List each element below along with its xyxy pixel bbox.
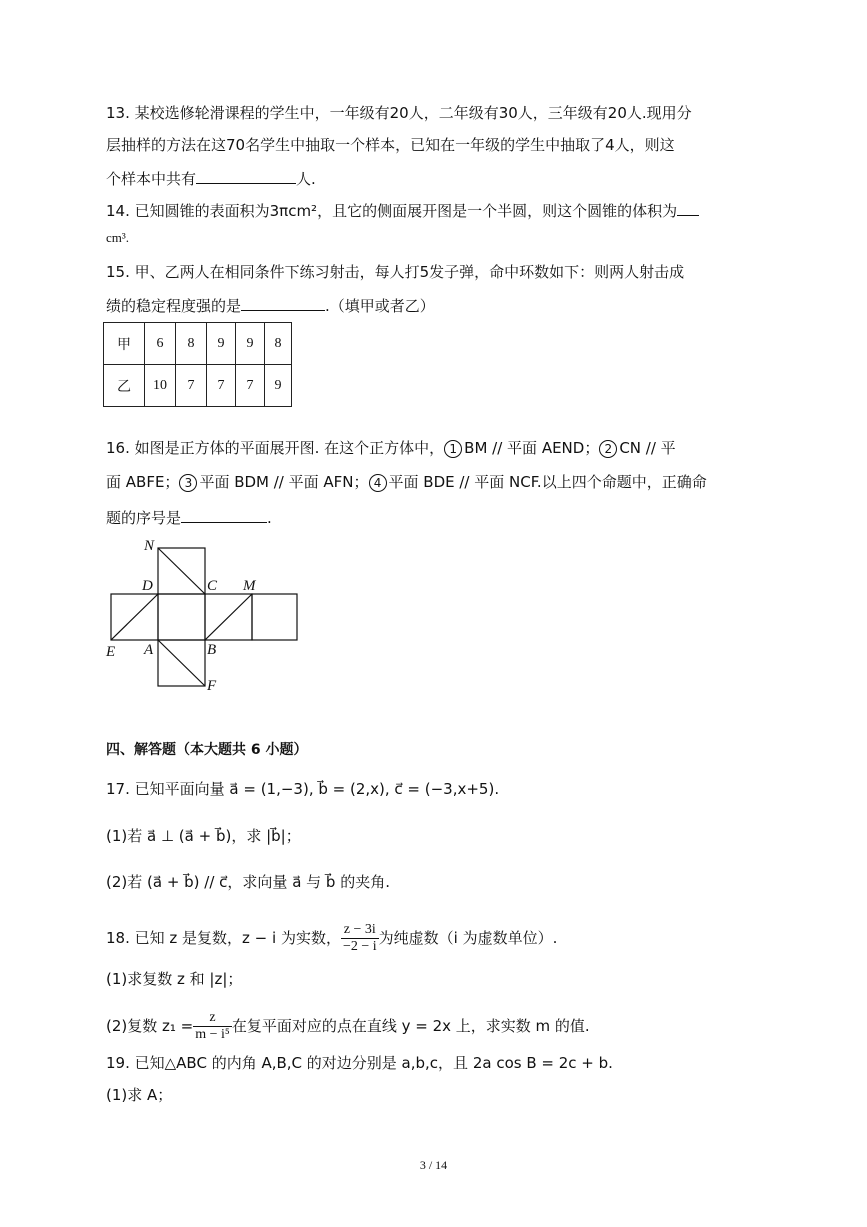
fraction-denominator: m − i⁵: [195, 1027, 230, 1042]
diag-BM: [205, 594, 252, 640]
q16-line1: [106, 438, 676, 458]
q16-line3-post: .: [267, 509, 272, 527]
score-cell: 8: [176, 323, 207, 365]
fraction-numerator: z − 3i: [341, 922, 379, 939]
diag-ND: [158, 548, 205, 594]
score-cell: 8: [265, 323, 292, 365]
cube-net-diagram: [100, 530, 310, 700]
q16-prop2: CN // 平: [619, 439, 676, 457]
score-cell: 9: [236, 323, 265, 365]
q15-line2-post: .（填甲或者乙）: [325, 297, 435, 315]
q18-fraction: [341, 922, 379, 955]
q13-line3: [106, 167, 316, 189]
section-heading: 四、解答题（本大题共 6 小题）: [106, 742, 308, 758]
label-F: F: [207, 678, 217, 694]
q16-prop2-cont: 面 ABFE；: [106, 473, 180, 491]
q16-prop4: 平面 BDE // 平面 NCF.: [388, 473, 542, 491]
q19-part1: (1)求 A；: [106, 1086, 173, 1104]
diag-AF: [158, 640, 205, 686]
circled-1: 1: [444, 440, 462, 458]
q13-line1: 13. 某校选修轮滑课程的学生中，一年级有20人，二年级有30人，三年级有20人.现用分: [106, 104, 692, 122]
score-cell: 9: [207, 323, 236, 365]
q18-part2: [106, 1008, 590, 1044]
q16-line3: [106, 506, 272, 528]
page-number: 3 / 14: [419, 1158, 448, 1172]
score-cell: 7: [236, 365, 265, 407]
q17-intro: 17. 已知平面向量 a⃗ = (1,−3), b⃗ = (2,x), c⃗ = (−3,x+5).: [106, 780, 500, 798]
q16-prop1: BM // 平面 AEND；: [464, 439, 600, 457]
q16-line3-pre: 题的序号是: [106, 509, 182, 527]
q14-answer-blank[interactable]: [677, 199, 699, 216]
q16-line2-tail: 以上四个命题中，正确命: [541, 473, 707, 491]
q18-p2-a: (2)复数 z₁ =: [106, 1017, 194, 1035]
label-B: B: [207, 642, 217, 658]
label-D: D: [142, 578, 153, 594]
q16-intro: 16. 如图是正方体的平面展开图. 在这个正方体中，: [106, 439, 445, 457]
q13-line3-post: 人.: [296, 170, 316, 188]
q14-line1-text: 14. 已知圆锥的表面积为3πcm²，且它的侧面展开图是一个半圆，则这个圆锥的体积为: [106, 202, 678, 220]
label-E: E: [106, 644, 116, 660]
q19-intro: 19. 已知△ABC 的内角 A,B,C 的对边分别是 a,b,c，且 2a cos B = 2c + b.: [106, 1054, 613, 1072]
fraction-numerator: z: [193, 1010, 232, 1027]
q15-answer-blank[interactable]: [241, 294, 325, 311]
table-row: [104, 323, 292, 365]
label-M: M: [243, 578, 256, 594]
fraction-denominator: −2 − i: [342, 939, 377, 954]
score-cell: 9: [265, 365, 292, 407]
score-cell: 10: [145, 365, 176, 407]
label-C: C: [207, 578, 218, 594]
net-square-right2: [252, 594, 297, 640]
q18-intro-a: 18. 已知 z 是复数，z − i 为实数，: [106, 929, 341, 947]
q16-line2: [106, 472, 707, 492]
row-name: 乙: [104, 365, 145, 407]
q18-p2-fraction: [193, 1010, 232, 1043]
q13-line3-pre: 个样本中共有: [106, 170, 197, 188]
score-table: [103, 322, 292, 407]
q16-prop3: 平面 BDM // 平面 AFN；: [199, 473, 369, 491]
table-row: [104, 365, 292, 407]
q15-line1: 15. 甲、乙两人在相同条件下练习射击，每人打5发子弹，命中环数如下：则两人射击成: [106, 263, 685, 281]
q13-answer-blank[interactable]: [196, 167, 296, 184]
label-N: N: [144, 538, 155, 554]
score-cell: 6: [145, 323, 176, 365]
q17-part1: (1)若 a⃗ ⊥ (a⃗ + b⃗)，求 |b⃗|；: [106, 827, 301, 845]
q16-answer-blank[interactable]: [181, 506, 267, 523]
circled-3: 3: [179, 474, 197, 492]
score-cell: 7: [207, 365, 236, 407]
q14-line1: [106, 199, 699, 221]
net-square-center: [158, 594, 205, 640]
q18-intro: [106, 920, 557, 956]
q14-line2: cm³.: [106, 230, 130, 245]
row-name: 甲: [104, 323, 145, 365]
q13-line2: 层抽样的方法在这70名学生中抽取一个样本，已知在一年级的学生中抽取了4人，则这: [106, 136, 675, 154]
diag-ED: [111, 594, 158, 640]
q18-p2-b: 在复平面对应的点在直线 y = 2x 上，求实数 m 的值.: [231, 1017, 590, 1035]
q18-part1: (1)求复数 z 和 |z|；: [106, 970, 243, 988]
q15-line2-pre: 绩的稳定程度强的是: [106, 297, 242, 315]
label-A: A: [144, 642, 154, 658]
q15-line2: [106, 294, 435, 316]
q17-part2: (2)若 (a⃗ + b⃗) // c⃗，求向量 a⃗ 与 b⃗ 的夹角.: [106, 873, 390, 891]
score-cell: 7: [176, 365, 207, 407]
q18-intro-b: 为纯虚数（i 为虚数单位）.: [378, 929, 558, 947]
circled-4: 4: [369, 474, 387, 492]
circled-2: 2: [599, 440, 617, 458]
